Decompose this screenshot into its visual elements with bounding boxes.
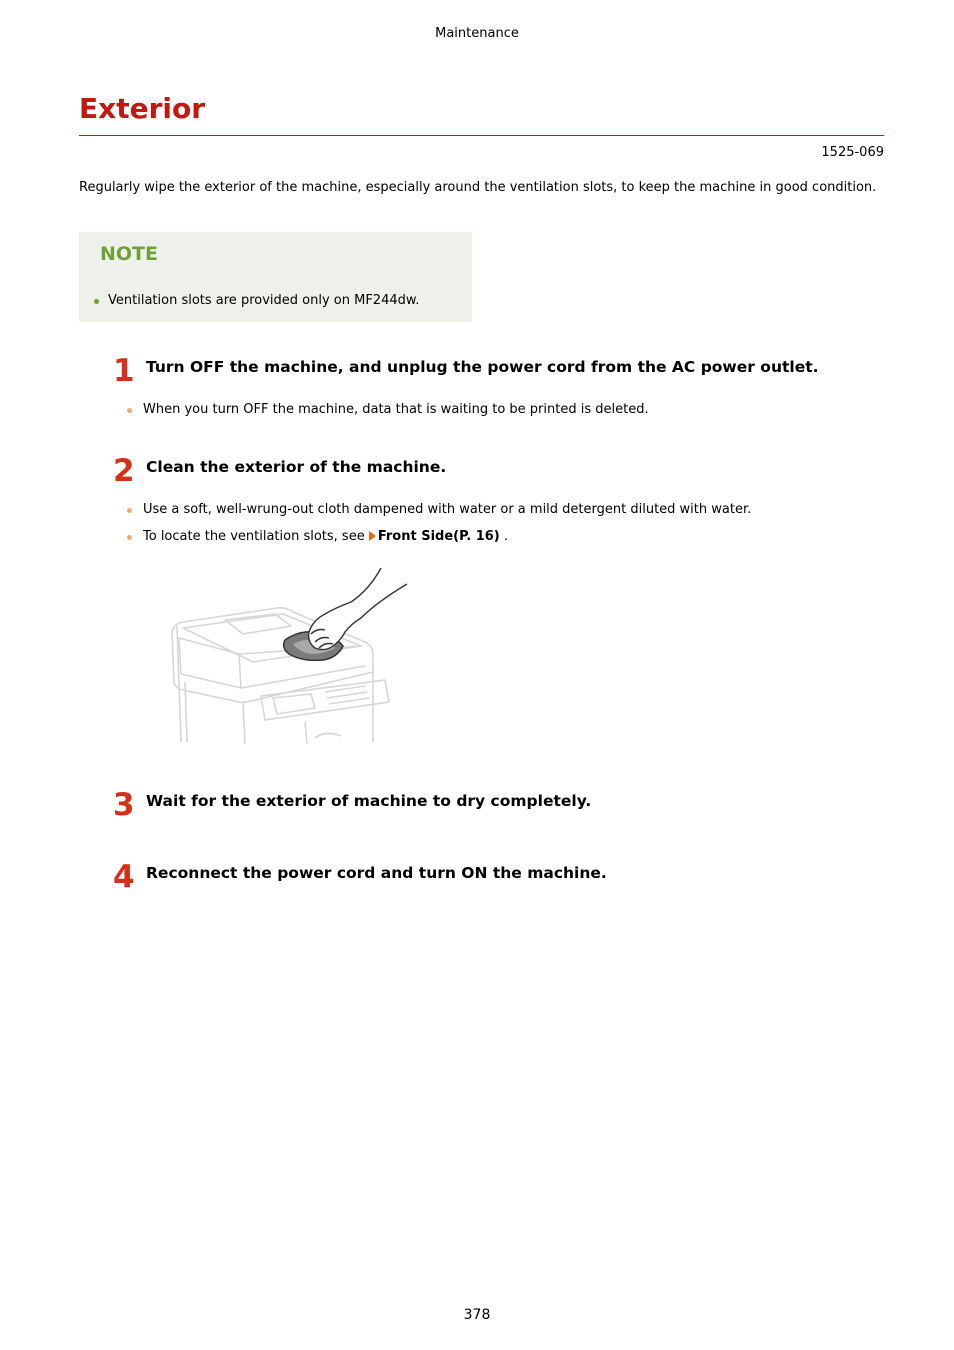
- page-title: Exterior: [79, 92, 206, 125]
- step-2-locate-bullet: [143, 529, 508, 544]
- note-title: NOTE: [100, 243, 158, 265]
- step-text-4: Reconnect the power cord and turn ON the machine.: [146, 864, 607, 882]
- running-header: Maintenance: [435, 26, 519, 41]
- step-2-bullet: Use a soft, well-wrung-out cloth dampened with water or a mild detergent diluted with water.: [143, 502, 752, 517]
- front-side-link[interactable]: [369, 529, 500, 544]
- front-side-link-label: Front Side(P. 16): [377, 529, 500, 544]
- note-item: Ventilation slots are provided only on MF244dw.: [108, 293, 420, 308]
- hand-drawing: [309, 568, 407, 650]
- locate-prefix: To locate the ventilation slots, see: [143, 529, 369, 544]
- intro-paragraph: Regularly wipe the exterior of the machine, especially around the ventilation slots, to keep the machine in good condition.: [79, 180, 877, 195]
- step-text-3: Wait for the exterior of machine to dry completely.: [146, 792, 592, 810]
- link-arrow-icon: [369, 531, 376, 541]
- step-number-3: 3: [113, 787, 135, 823]
- step-text-2: Clean the exterior of the machine.: [146, 458, 447, 476]
- step-number-4: 4: [113, 859, 135, 895]
- step-text-1: Turn OFF the machine, and unplug the power cord from the AC power outlet.: [146, 358, 819, 376]
- page-number: 378: [463, 1307, 491, 1323]
- step-1-bullet: When you turn OFF the machine, data that is waiting to be printed is deleted.: [143, 402, 649, 417]
- printer-outline: [172, 608, 389, 744]
- title-divider: [79, 135, 884, 136]
- note-box: [79, 232, 472, 322]
- step-number-1: 1: [113, 353, 135, 389]
- document-id: 1525-069: [821, 145, 884, 160]
- cleaning-illustration: [165, 562, 425, 744]
- step-number-2: 2: [113, 453, 135, 489]
- locate-suffix: .: [499, 529, 509, 544]
